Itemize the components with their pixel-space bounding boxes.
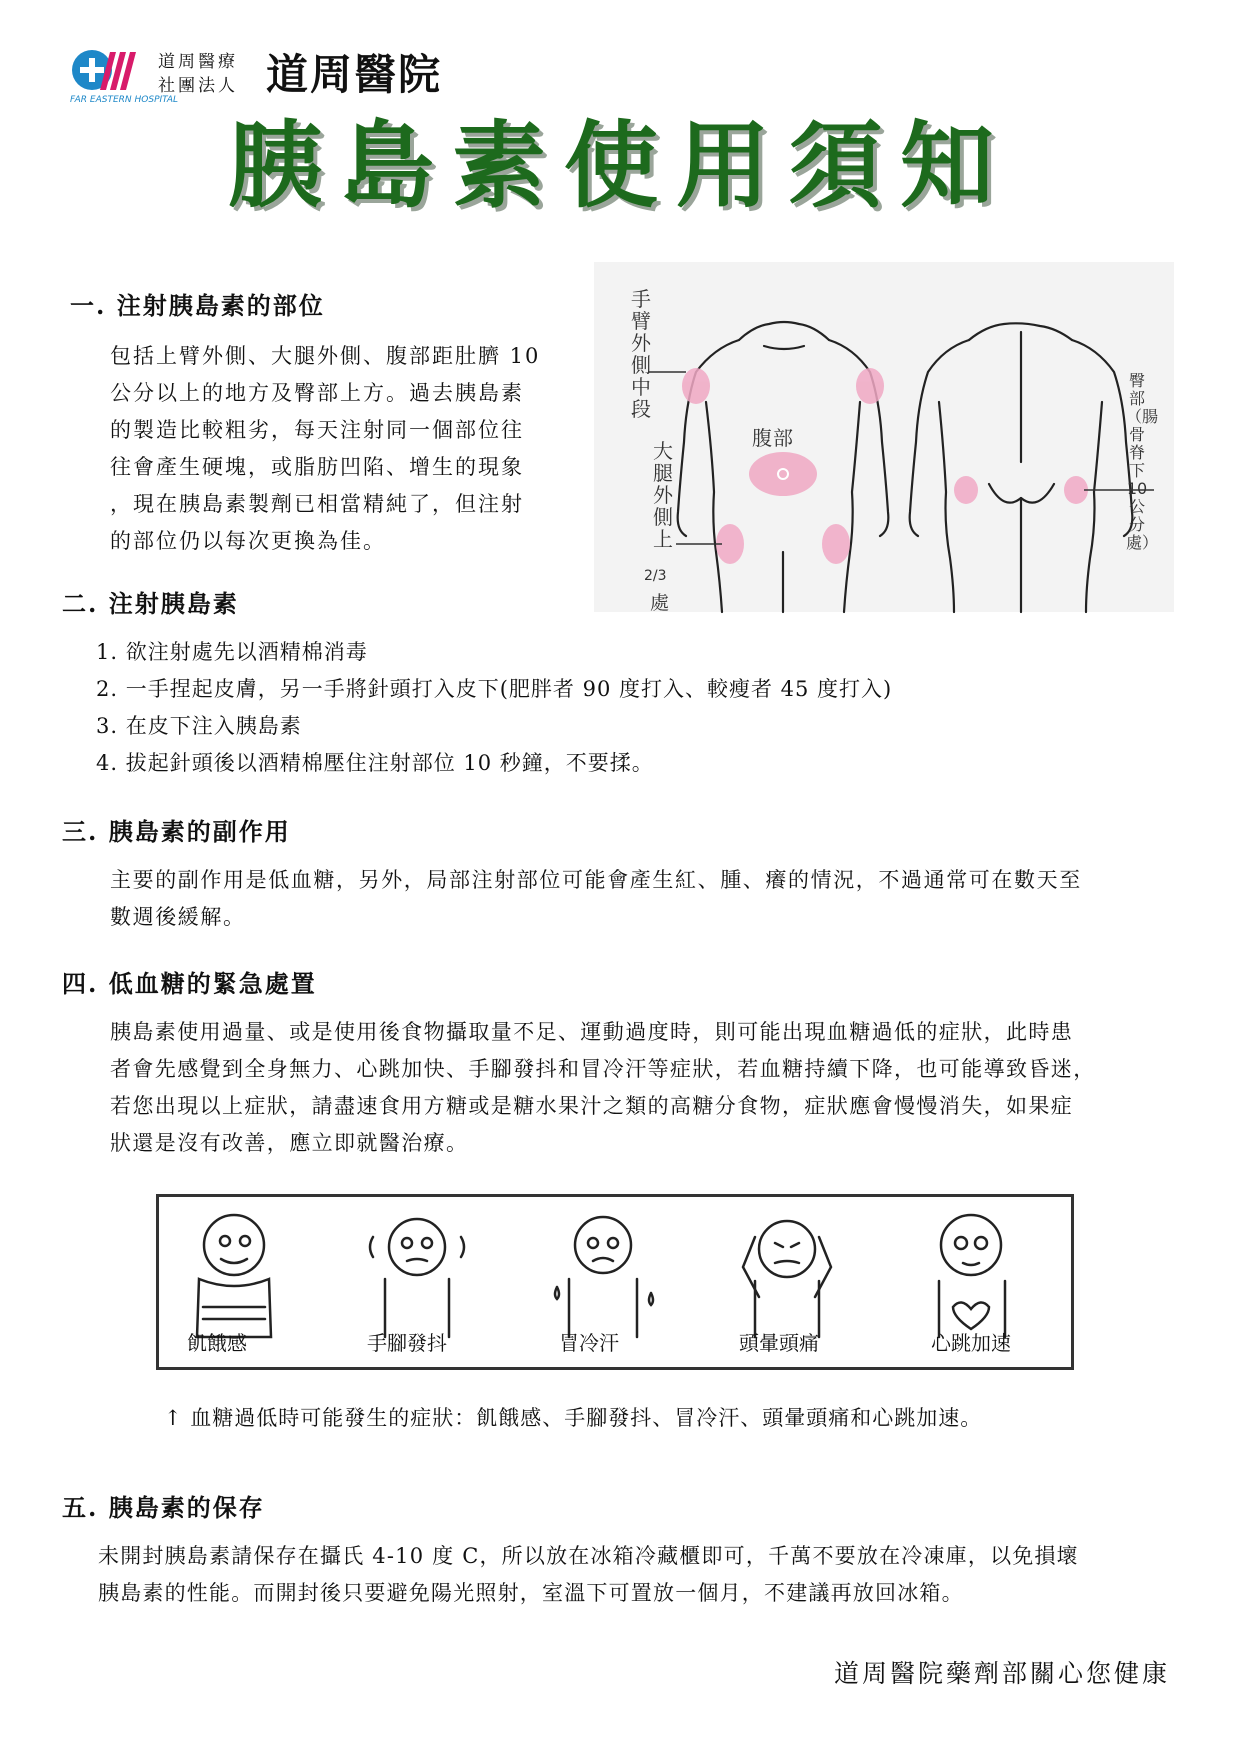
buttock-label: 臀部（腸骨脊下10公分處） — [1126, 371, 1159, 552]
symptom-label: 頭暈頭痛 — [739, 1331, 819, 1355]
symptom-label: 冒冷汗 — [559, 1331, 619, 1355]
section4-line: 狀還是沒有改善，應立即就醫治療。 — [110, 1131, 469, 1155]
section2-heading: 二. 注射胰島素 — [62, 589, 239, 618]
section1-line: 包括上臂外側、大腿外側、腹部距肚臍 10 — [110, 344, 541, 368]
section4-body — [110, 1014, 1200, 1162]
page-title: 胰島素使用須知 — [227, 112, 1012, 221]
symptoms-caption: ↑ 血糖過低時可能發生的症狀：飢餓感、手腳發抖、冒冷汗、頭暈頭痛和心跳加速。 — [164, 1406, 983, 1430]
upper-arm-label: 手臂外側中段 — [631, 287, 651, 421]
hospital-logo — [70, 44, 470, 106]
section1-line: 的製造比較粗劣，每天注射同一個部位往 — [110, 418, 524, 442]
hospital-logo-icon — [70, 48, 178, 106]
injection-site-figure — [594, 262, 1174, 612]
hypoglycemia-symptoms-figure — [156, 1194, 1074, 1370]
section3-line: 主要的副作用是低血糖，另外，局部注射部位可能會產生紅、腫、癢的情況，不過通常可在數天至 — [110, 868, 1082, 892]
section1-line: ，現在胰島素製劑已相當精純了，但注射 — [110, 492, 524, 516]
section1-line: 公分以上的地方及臀部上方。過去胰島素 — [110, 381, 524, 405]
section3-line: 數週後緩解。 — [110, 905, 246, 929]
thigh-label: 大腿外側上 — [653, 439, 673, 551]
section5-heading: 五. 胰島素的保存 — [62, 1493, 265, 1522]
symptom-label: 心跳加速 — [931, 1331, 1011, 1355]
symptom-label: 手腳發抖 — [367, 1331, 447, 1355]
section4-line: 者會先感覺到全身無力、心跳加快、手腳發抖和冒冷汗等症狀，若血糖持續下降，也可能導致昏迷， — [110, 1057, 1096, 1081]
section5-line: 胰島素的性能。而開封後只要避免陽光照射，室溫下可置放一個月，不建議再放回冰箱。 — [98, 1581, 964, 1605]
list-item: 2. 一手捏起皮膚，另一手將針頭打入皮下(肥胖者 90 度打入、較瘦者 45 度打入) — [96, 677, 893, 701]
section1-line: 的部位仍以每次更換為佳。 — [110, 529, 386, 553]
section5-line: 未開封胰島素請保存在攝氏 4-10 度 C，所以放在冰箱冷藏櫃即可，千萬不要放在冷凍庫，以免損壞 — [98, 1544, 1079, 1568]
section1-heading: 一. 注射胰島素的部位 — [70, 291, 325, 320]
body-outline-illustration — [594, 262, 1174, 612]
section4-heading: 四. 低血糖的緊急處置 — [62, 969, 317, 998]
section4-line: 若您出現以上症狀，請盡速食用方糖或是糖水果汁之類的高糖分食物，症狀應會慢慢消失，如果症 — [110, 1094, 1074, 1118]
section1-line: 往會產生硬塊，或脂肪凹陷、增生的現象 — [110, 455, 524, 479]
org-type-line2: 社團法人 — [158, 76, 238, 96]
section1-body — [110, 338, 590, 560]
org-type-line1: 道周醫療 — [158, 52, 238, 72]
thigh-fraction-label: 2/3 — [644, 568, 667, 584]
list-item: 1. 欲注射處先以酒精棉消毒 — [96, 640, 368, 664]
logo-wordmark: FAR EASTERN HOSPITAL — [70, 95, 178, 105]
thigh-suffix-label: 處 — [650, 592, 670, 614]
list-item: 3. 在皮下注入胰島素 — [96, 714, 302, 738]
section5-body — [98, 1538, 1198, 1612]
abdomen-label: 腹部 — [752, 426, 794, 450]
section3-heading: 三. 胰島素的副作用 — [62, 817, 291, 846]
section2-steps — [96, 634, 892, 782]
footer-signature: 道周醫院藥劑部關心您健康 — [833, 1659, 1170, 1688]
hospital-name: 道周醫院 — [266, 50, 443, 99]
section3-body — [110, 862, 1190, 936]
symptom-label: 飢餓感 — [187, 1331, 247, 1355]
section4-line: 胰島素使用過量、或是使用後食物攝取量不足、運動過度時，則可能出現血糖過低的症狀，此時患 — [110, 1020, 1074, 1044]
list-item: 4. 拔起針頭後以酒精棉壓住注射部位 10 秒鐘，不要揉。 — [96, 751, 654, 775]
